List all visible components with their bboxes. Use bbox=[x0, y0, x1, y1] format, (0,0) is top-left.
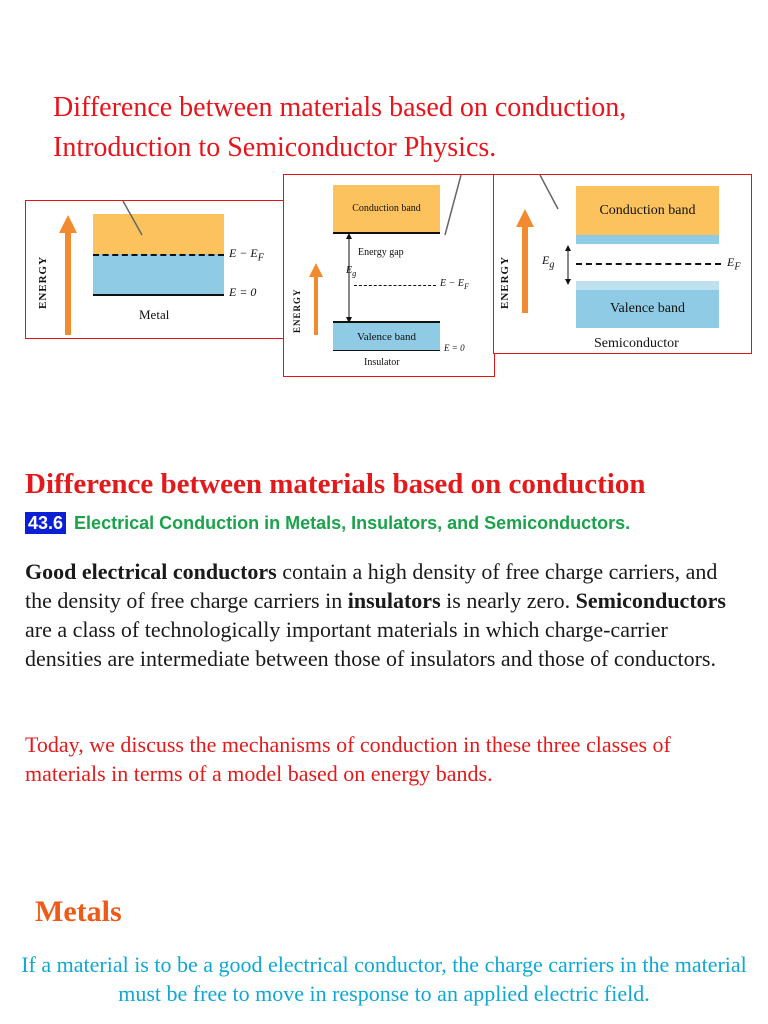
energy-arrow-icon bbox=[58, 215, 78, 335]
metal-fermi-label: $E - E_F$ bbox=[229, 246, 264, 264]
conductors-paragraph: Good electrical conductors contain a high density of free charge carriers, and the density of free charge carriers in insulators is nearly zero. Semiconductors are a class of technologically important materials in which charge-carrier densities are intermediate between those of insulators and those of conductors. bbox=[25, 559, 726, 671]
metals-paragraph: If a material is to be a good electrical conductor, the charge carriers in the material must be free to move in response to an applied electric field. bbox=[21, 952, 747, 1006]
metal-caption: Metal bbox=[139, 307, 170, 322]
title-line-1: Difference between materials based on conduction, bbox=[53, 92, 627, 123]
insulator-diagram bbox=[283, 174, 495, 377]
pointer-line bbox=[120, 201, 160, 241]
semiconductor-eg-label: $E_g$ bbox=[542, 253, 555, 271]
insulator-valence-band: Valence band bbox=[333, 321, 440, 351]
semiconductor-conduction-band: Conduction band bbox=[576, 186, 719, 235]
energy-gap-arrow-icon bbox=[344, 233, 357, 323]
metal-filled-band-lower bbox=[93, 254, 224, 294]
insulator-gap-label: Energy gap bbox=[358, 247, 404, 258]
semiconductor-fermi-label: $E_F$ bbox=[727, 255, 741, 273]
semiconductor-conduction-edge bbox=[576, 235, 719, 244]
energy-arrow-icon bbox=[515, 209, 535, 313]
metal-diagram bbox=[25, 200, 285, 339]
metals-heading: Metals bbox=[35, 895, 122, 928]
pointer-line bbox=[536, 175, 576, 215]
energy-axis-label: ENERGY bbox=[499, 255, 511, 309]
insulator-conduction-band: Conduction band bbox=[333, 185, 440, 234]
semiconductor-valence-band: Valence band bbox=[576, 290, 719, 328]
band-gap-arrow-icon bbox=[563, 245, 573, 285]
section-number: 43.6 bbox=[25, 512, 66, 534]
semiconductor-fermi-line bbox=[576, 263, 721, 265]
metal-base-line bbox=[93, 294, 224, 296]
section-subheading bbox=[25, 513, 630, 534]
semiconductor-caption: Semiconductor bbox=[594, 336, 679, 351]
title-line-2: Introduction to Semiconductor Physics. bbox=[53, 132, 497, 163]
energy-axis-label: ENERGY bbox=[37, 255, 49, 309]
insulator-zero-label: E = 0 bbox=[444, 343, 465, 353]
energy-arrow-icon bbox=[308, 263, 324, 335]
energy-axis-label: ENERGY bbox=[292, 288, 302, 333]
slide-title bbox=[53, 88, 626, 168]
insulator-caption: Insulator bbox=[364, 357, 400, 368]
section-heading: Difference between materials based on conduction bbox=[25, 468, 646, 500]
insulator-base-line bbox=[333, 350, 440, 351]
semiconductor-diagram bbox=[493, 174, 752, 354]
pointer-line bbox=[439, 175, 479, 245]
discussion-paragraph: Today, we discuss the mechanisms of conduction in these three classes of materials in terms of a model based on energy bands. bbox=[25, 732, 671, 786]
semiconductor-valence-edge bbox=[576, 281, 719, 290]
section-subtitle: Electrical Conduction in Metals, Insulators, and Semiconductors. bbox=[74, 513, 631, 533]
insulator-eg-label: $E_g$ bbox=[346, 265, 357, 278]
insulator-fermi-label: $E - E_F$ bbox=[440, 278, 470, 291]
metal-fermi-line bbox=[93, 254, 224, 256]
metal-zero-label: E = 0 bbox=[229, 285, 257, 299]
insulator-fermi-line bbox=[354, 285, 436, 286]
